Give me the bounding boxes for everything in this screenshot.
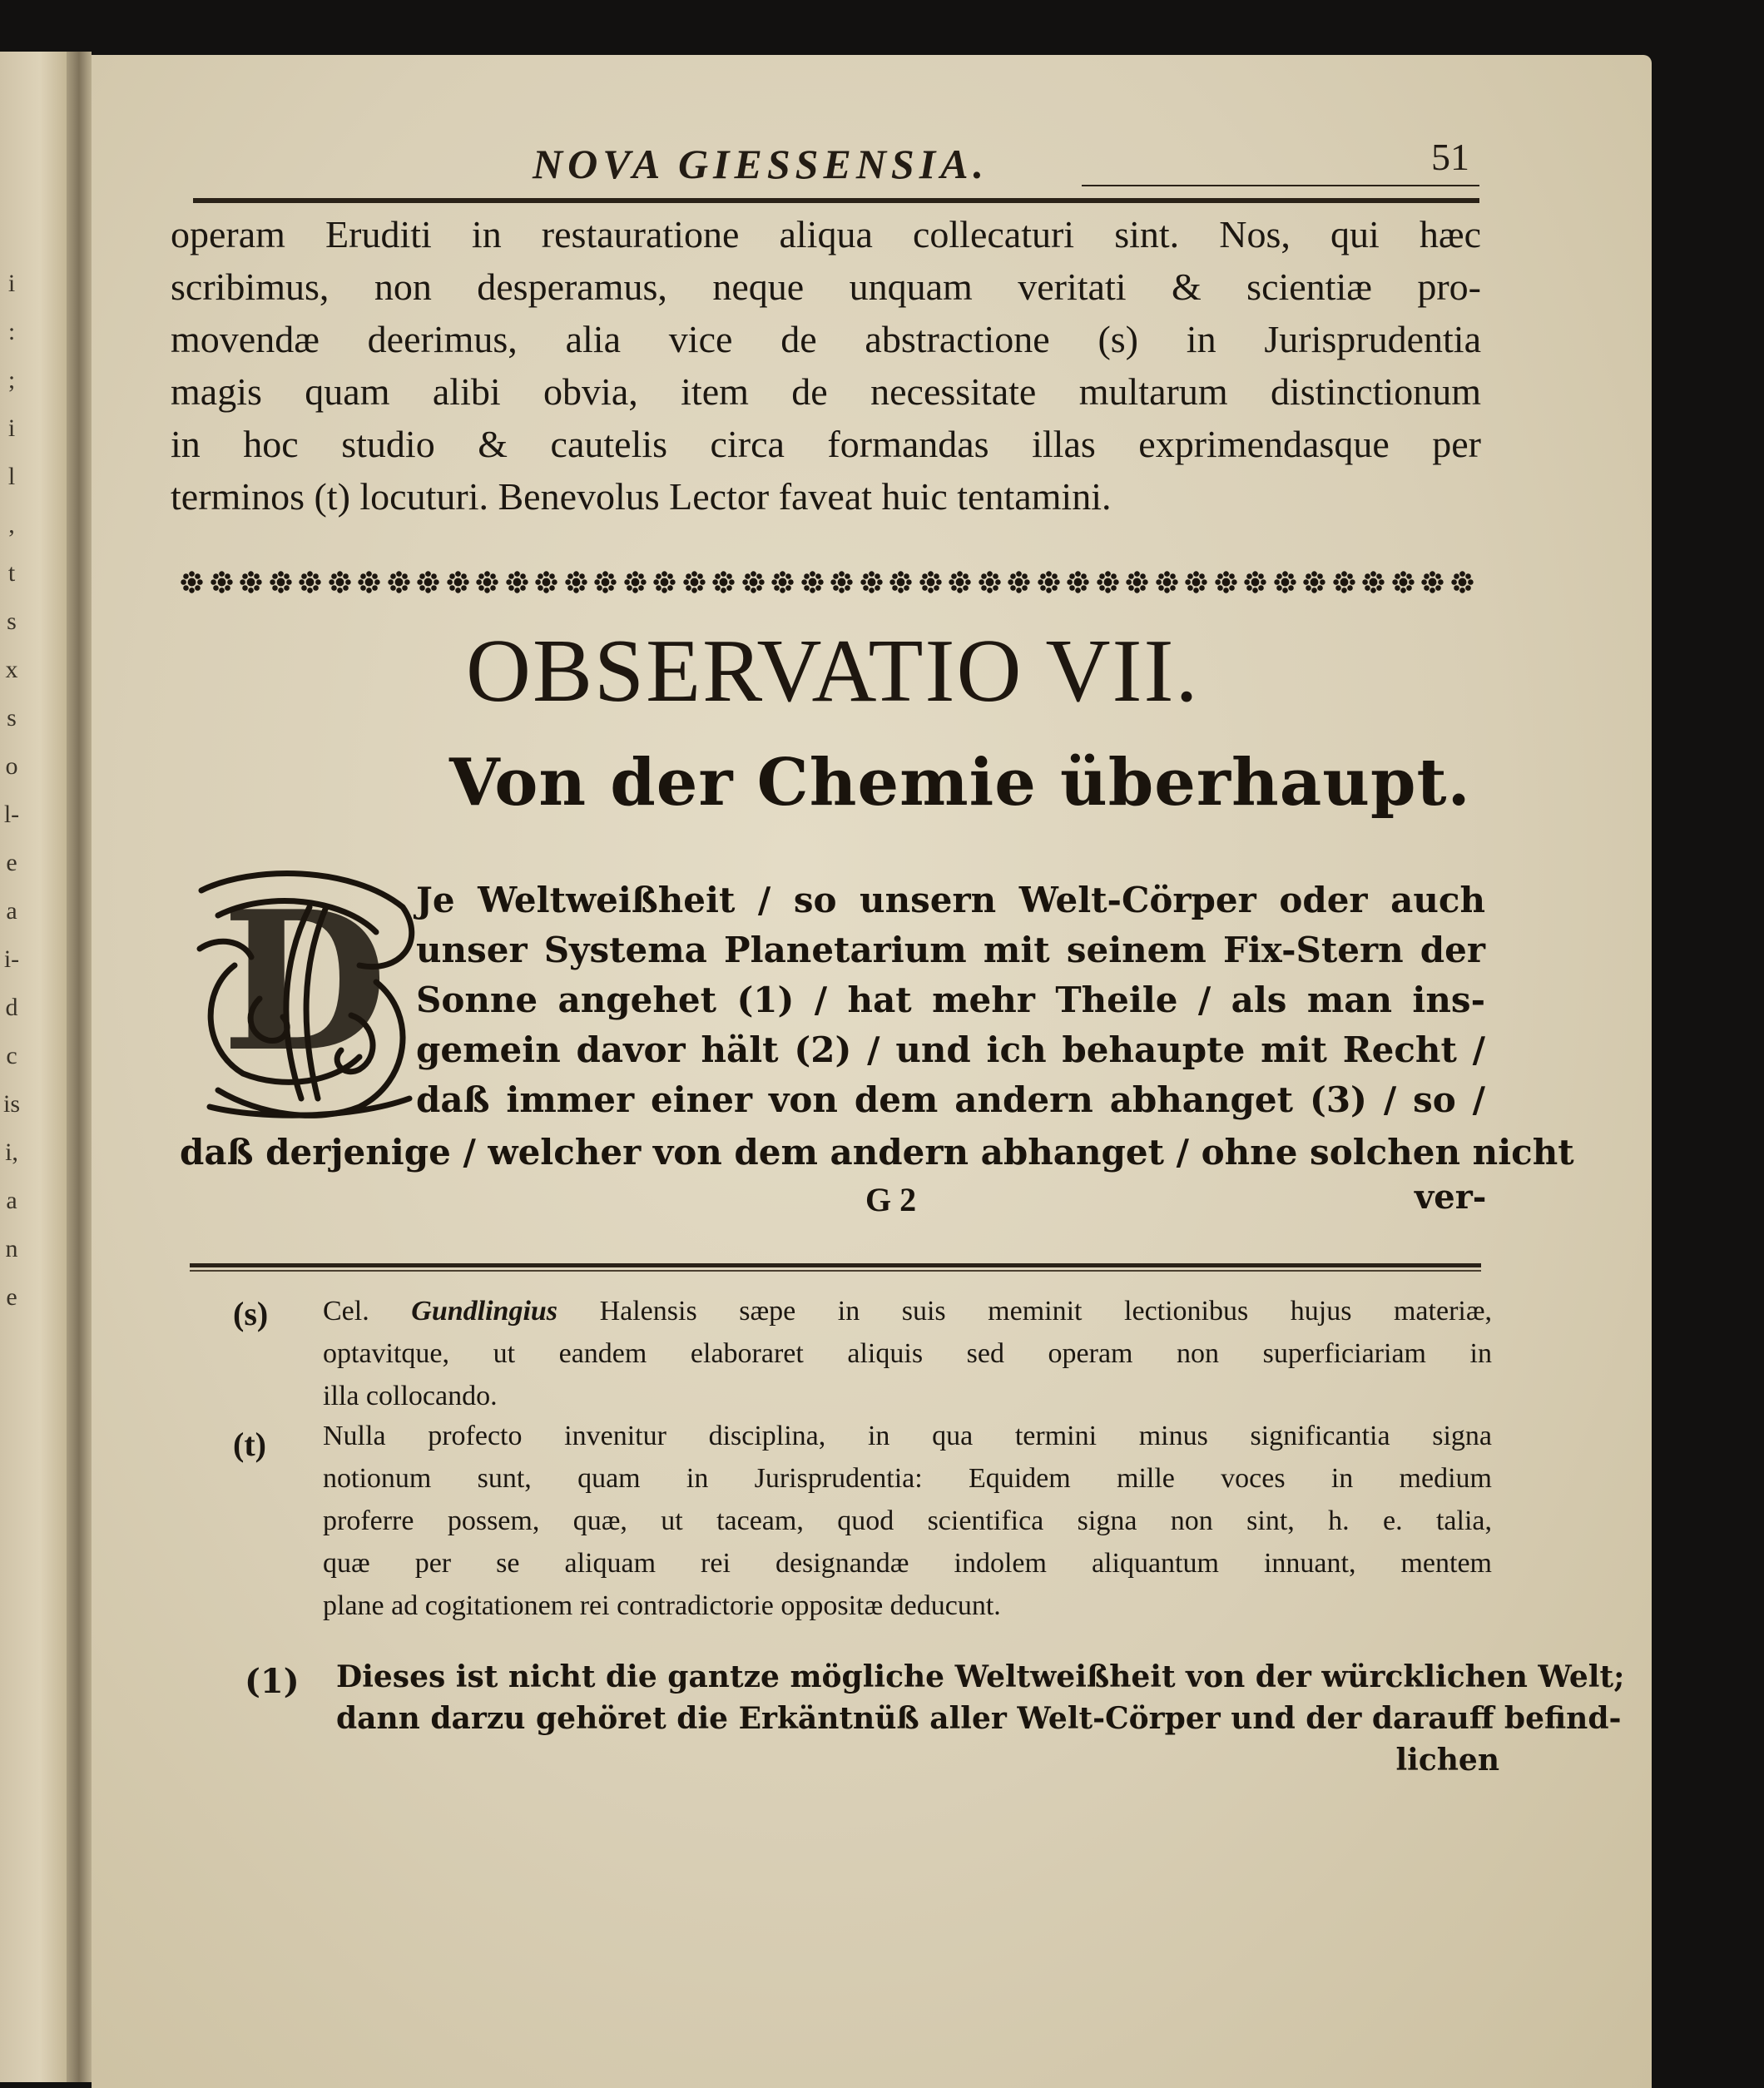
fleuron-icon [414, 568, 442, 596]
fleuron-icon [1182, 568, 1210, 596]
fleuron-icon [651, 568, 678, 596]
text-line: dann darzu gehöret die Erkäntnüß aller Welt-Cörper und der darauff befind- [336, 1701, 1622, 1736]
facing-page-fragment: a [6, 897, 17, 925]
fleuron-icon [1390, 568, 1417, 596]
fleuron-icon [326, 568, 354, 596]
facing-page-fragment: s [7, 608, 17, 635]
footnote-s-line-1: Halensis sæpe in suis meminit lectionibus hujus materiæ, [599, 1296, 1493, 1327]
fleuron-icon [562, 568, 590, 596]
fleuron-icon [799, 568, 826, 596]
text-line: scribimus, non desperamus, neque unquam veritati & scientiæ pro- [171, 265, 1481, 308]
facing-page-fragment: a [6, 1187, 17, 1214]
text-line: magis quam alibi obvia, item de necessitate multarum distinctionum [171, 370, 1481, 413]
book-gutter [67, 52, 92, 2082]
fleuron-icon [917, 568, 944, 596]
fleuron-icon [385, 568, 413, 596]
page-number: 51 [1431, 136, 1469, 178]
footnote-rule [190, 1263, 1481, 1267]
fleuron-icon [1064, 568, 1092, 596]
facing-page-fragment: n [5, 1235, 18, 1262]
facing-page-fragment: i [7, 414, 16, 442]
fleuron-icon [769, 568, 796, 596]
fleuron-icon [1360, 568, 1387, 596]
section-body-indented [416, 875, 1485, 1125]
text-line: Je Weltweißheit / so unsern Welt-Cörper oder auch [416, 880, 1485, 920]
facing-page-fragment: c [6, 1042, 17, 1069]
footnote-rule-thin [190, 1270, 1481, 1272]
text-line: terminos (t) locuturi. Benevolus Lector faveat huic tentamini. [171, 475, 1112, 518]
section-body-full-line: daß derjenige / welcher von dem andern abhanget / ohne solchen nicht [180, 1132, 1574, 1173]
text-line: Nulla profecto invenitur disciplina, in qua termini minus significantia signa [323, 1421, 1492, 1451]
facing-page-fragment: l- [3, 801, 20, 828]
decorated-initial [185, 857, 424, 1125]
fleuron-icon [1123, 568, 1151, 596]
fleuron-icon [1301, 568, 1328, 596]
header-rule-thin [1082, 185, 1479, 186]
text-line: gemein davor hält (2) / und ich behaupte mit Recht / [416, 1029, 1485, 1070]
fleuron-icon [1449, 568, 1476, 596]
footnote-s-prefix: Cel. [323, 1296, 369, 1327]
facing-page-fragment: d [5, 994, 18, 1021]
initial-letter: D [221, 870, 388, 1094]
fleuron-icon [296, 568, 324, 596]
fleuron-icon [208, 568, 235, 596]
fleuron-icon [267, 568, 295, 596]
fleuron-icon [622, 568, 649, 596]
printers-ornament-band [178, 563, 1476, 600]
facing-page-fragment: t [7, 559, 16, 587]
text-line: notionum sunt, quam in Jurisprudentia: Equidem mille voces in medium [323, 1463, 1492, 1494]
text-line: operam Eruditi in restauratione aliqua collecaturi sint. Nos, qui hæc [171, 213, 1481, 255]
text-line [323, 1290, 1492, 1332]
flourish-initial-icon [185, 857, 424, 1125]
fleuron-icon [1241, 568, 1269, 596]
facing-page-fragment: i- [3, 945, 20, 973]
fleuron-icon [946, 568, 974, 596]
facing-page-fragment: i [7, 270, 16, 297]
fleuron-icon [976, 568, 1003, 596]
fleuron-icon [533, 568, 560, 596]
footnote-s [323, 1290, 1492, 1417]
fleuron-icon [473, 568, 501, 596]
running-head-title: NOVA GIESSENSIA. [533, 141, 989, 187]
fleuron-icon [1094, 568, 1122, 596]
facing-page-fragment: e [6, 849, 17, 876]
footnote-1-mark: (1) [245, 1662, 300, 1701]
text-line: quæ per se aliquam rei designandæ indolem aliquantum innuant, mentem [323, 1548, 1492, 1579]
footnote-s-author: Gundlingius [411, 1296, 558, 1327]
text-line: movendæ deerimus, alia vice de abstractione (s) in Jurisprudentia [171, 318, 1481, 360]
text-line: proferre possem, quæ, ut taceam, quod scientifica signa non sint, h. e. talia, [323, 1505, 1492, 1536]
fleuron-icon [178, 568, 206, 596]
facing-page-fragment: ; [7, 366, 16, 394]
text-line: illa collocando. [323, 1381, 498, 1411]
signature-mark: G 2 [865, 1181, 917, 1218]
catchword: ver- [1415, 1178, 1487, 1217]
fleuron-icon [887, 568, 914, 596]
text-line: unser Systema Planetarium mit seinem Fix-Stern der [416, 930, 1485, 970]
text-line: in hoc studio & cautelis circa formandas illas exprimendasque per [171, 423, 1481, 465]
continuation-paragraph [171, 208, 1481, 523]
text-line: Dieses ist nicht die gantze mögliche Weltweißheit von der würcklichen Welt; [336, 1659, 1625, 1694]
fleuron-icon [858, 568, 885, 596]
text-line: Sonne angehet (1) / hat mehr Theile / als man ins- [416, 980, 1485, 1020]
text-line: lichen [1395, 1743, 1499, 1778]
fleuron-icon [592, 568, 619, 596]
fleuron-icon [1005, 568, 1033, 596]
fleuron-icon [503, 568, 531, 596]
section-subtitle: Von der Chemie überhaupt. [449, 745, 1471, 821]
footnote-t [323, 1415, 1492, 1627]
facing-page-fragment: : [7, 318, 16, 345]
footnote-t-mark: (t) [233, 1426, 266, 1463]
facing-page-fragment: , [8, 511, 15, 538]
facing-page-fragment: o [5, 752, 18, 780]
fleuron-icon [444, 568, 472, 596]
fleuron-icon [1271, 568, 1299, 596]
fleuron-icon [1419, 568, 1446, 596]
footnote-1 [336, 1656, 1625, 1781]
facing-page-fragment: l [7, 463, 16, 490]
header-rule [193, 198, 1479, 203]
fleuron-icon [1330, 568, 1358, 596]
fleuron-icon [237, 568, 265, 596]
fleuron-icon [681, 568, 708, 596]
fleuron-icon [828, 568, 855, 596]
fleuron-icon [710, 568, 737, 596]
facing-page-edge [0, 52, 67, 2082]
text-line: daß immer einer von dem andern abhanget (3) / so / [416, 1079, 1485, 1120]
text-line: optavitque, ut eandem elaboraret aliquis sed operam non superficiariam in [323, 1338, 1492, 1369]
facing-page-fragment: x [5, 656, 18, 683]
fleuron-icon [1035, 568, 1063, 596]
facing-page-fragment: is [2, 1090, 20, 1118]
footnote-s-mark: (s) [233, 1295, 269, 1332]
facing-page-fragment: s [7, 704, 17, 732]
fleuron-icon [1212, 568, 1240, 596]
fleuron-icon [1153, 568, 1181, 596]
fleuron-icon [740, 568, 767, 596]
facing-page-text-fragments [2, 260, 22, 1322]
section-title: OBSERVATIO VII. [466, 622, 1200, 721]
facing-page-fragment: i, [5, 1138, 18, 1166]
text-line: plane ad cogitationem rei contradictorie oppositæ deducunt. [323, 1590, 1001, 1621]
fleuron-icon [355, 568, 383, 596]
facing-page-fragment: e [6, 1283, 17, 1311]
